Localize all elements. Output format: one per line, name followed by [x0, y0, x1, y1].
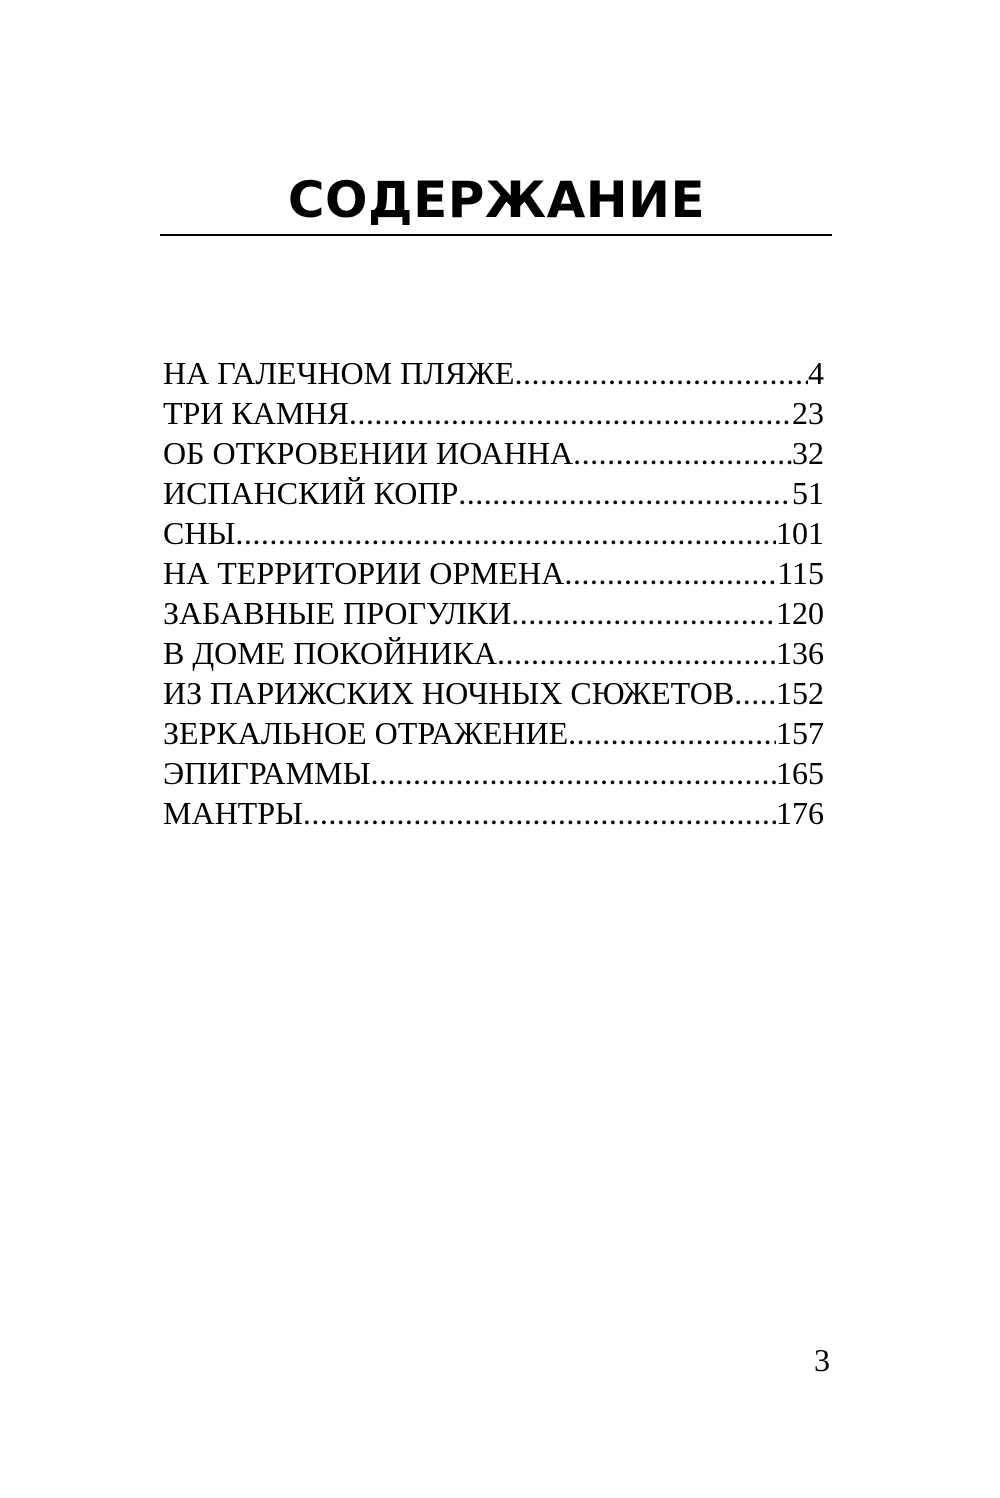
toc-dot-leader [349, 393, 792, 433]
toc-dot-leader [564, 553, 777, 593]
toc-entry-page: 101 [776, 515, 824, 551]
toc-entry-page: 32 [792, 435, 824, 471]
toc-entry-page: 51 [792, 475, 824, 511]
toc-entry-page: 23 [792, 395, 824, 431]
toc-entry [163, 553, 824, 593]
table-of-contents [163, 353, 824, 833]
toc-entry [163, 793, 824, 833]
toc-entry [163, 473, 824, 513]
toc-dot-leader [514, 353, 808, 393]
toc-entry-title: НА ТЕРРИТОРИИ ОРМЕНА [163, 555, 565, 591]
toc-entry-title: ОБ ОТКРОВЕНИИ ИОАННА [163, 435, 574, 471]
toc-entry-page: 136 [776, 635, 824, 671]
toc-dot-leader [303, 793, 776, 833]
page-title: СОДЕРЖАНИЕ [287, 171, 706, 229]
toc-entry [163, 353, 824, 393]
toc-entry-title: НА ГАЛЕЧНОМ ПЛЯЖЕ [163, 355, 515, 391]
toc-entry [163, 753, 824, 793]
toc-dot-leader [511, 593, 776, 633]
toc-entry-page: 120 [776, 595, 824, 631]
toc-dot-leader [573, 433, 792, 473]
toc-entry-title: В ДОМЕ ПОКОЙНИКА [163, 635, 497, 671]
toc-dot-leader [568, 713, 776, 753]
toc-entry-page: 176 [776, 795, 824, 831]
toc-dot-leader [734, 673, 776, 713]
toc-entry [163, 593, 824, 633]
toc-entry [163, 393, 824, 433]
toc-entry-page: 4 [808, 355, 824, 391]
title-divider [160, 234, 832, 236]
toc-entry [163, 673, 824, 713]
toc-entry-title: СНЫ [163, 515, 236, 551]
toc-dot-leader [370, 753, 776, 793]
toc-entry-page: 152 [776, 675, 824, 711]
toc-entry-title: ЗАБАВНЫЕ ПРОГУЛКИ [163, 595, 512, 631]
toc-entry [163, 713, 824, 753]
page-number: 3 [814, 1342, 830, 1378]
toc-entry-page: 157 [776, 715, 824, 751]
toc-dot-leader [235, 513, 776, 553]
toc-entry-title: ТРИ КАМНЯ [163, 395, 349, 431]
toc-entry-title: МАНТРЫ [163, 795, 303, 831]
toc-entry-title: ИСПАНСКИЙ КОПР [163, 475, 459, 511]
toc-dot-leader [497, 633, 776, 673]
toc-entry-title: ЭПИГРАММЫ [163, 755, 371, 791]
toc-entry-page: 165 [776, 755, 824, 791]
toc-entry [163, 513, 824, 553]
toc-entry [163, 433, 824, 473]
toc-entry-title: ЗЕРКАЛЬНОЕ ОТРАЖЕНИЕ [163, 715, 569, 751]
toc-entry-title: ИЗ ПАРИЖСКИХ НОЧНЫХ СЮЖЕТОВ [163, 675, 735, 711]
toc-dot-leader [458, 473, 792, 513]
toc-entry-page: 115 [777, 555, 824, 591]
toc-entry [163, 633, 824, 673]
